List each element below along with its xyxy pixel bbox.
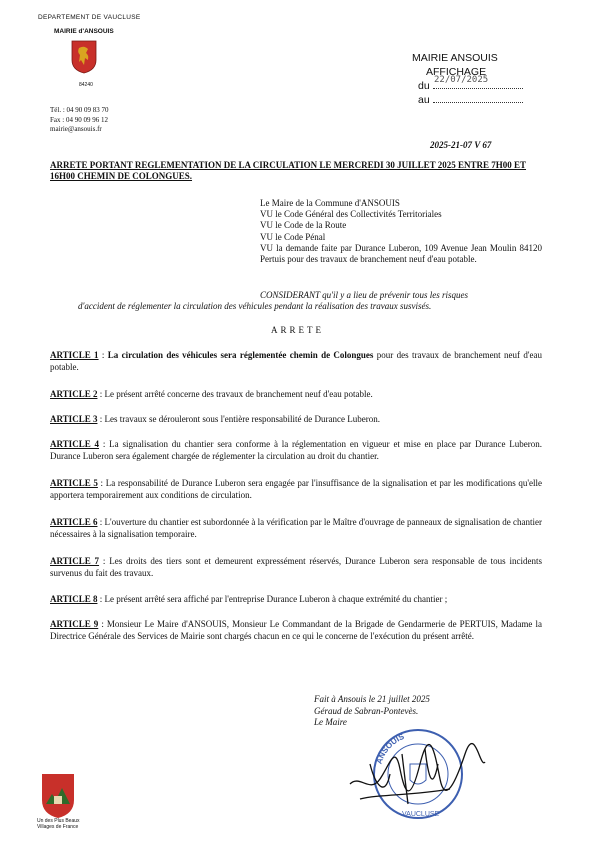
stamp-mairie: MAIRIE ANSOUIS [412,52,498,64]
article-label: ARTICLE 1 [50,350,99,360]
arrete-reference: 2025-21-07 V 67 [430,140,492,150]
article-5: ARTICLE 5 : La responsabilité de Durance Luberon sera engagée par l'insuffisance de la signalisation et par les modifications qu'elle apportera temporairement aux conditions de circulation. [50,478,542,500]
article-1: ARTICLE 1 : La circulation des véhicules sera réglementée chemin de Colongues pour des travaux de branchement neuf d'eau potable. [50,350,542,372]
visa-line: VU le Code Général des Collectivités Territoriales [260,209,442,220]
article-4: ARTICLE 4 : La signalisation du chantier sera conforme à la réglementation en vigueur et mise en place par Durance Luberon. Durance Luberon sera également chargée de réglementer la circulation au droit du chantier. [50,439,542,461]
stamp-au-dots [433,94,523,103]
department-name: DEPARTEMENT DE VAUCLUSE [38,14,141,21]
stamp-du-label: du [418,80,430,92]
visas-block [260,198,542,265]
article-bold-text: La circulation des véhicules sera réglementée chemin de Colongues [107,350,374,360]
stamp-au-label: au [418,94,430,106]
article-text: Le présent arrêté concerne des travaux de branchement neuf d'eau potable. [104,389,373,399]
article-text: Les droits des tiers sont et demeurent expressément réservés, Durance Luberon sera responsable de tous incidents survenus du fait des travaux. [50,556,542,578]
svg-text:VAUCLUSE: VAUCLUSE [402,811,440,818]
article-8: ARTICLE 8 : Le présent arrêté sera affiché par l'entreprise Durance Luberon à chaque extrémité du chantier ; [50,594,448,604]
considerant-rest: d'accident de réglementer la circulation des véhicules pendant la réalisation des travaux susvisés. [78,301,432,311]
considerant-paragraph [78,290,542,312]
postcode: 84240 [79,82,93,88]
article-3: ARTICLE 3 : Les travaux se dérouleront sous l'entière responsabilité de Durance Luberon. [50,414,380,424]
arrete-title: ARRETE PORTANT REGLEMENTATION DE LA CIRCULATION LE MERCREDI 30 JUILLET 2025 ENTRE 7H00 ET 16H00 CHEMIN DE COLONGUES. [50,160,527,181]
phone-number: Tél. : 04 90 09 83 70 [50,106,109,114]
article-text: La responsabilité de Durance Luberon sera engagée par l'insuffisance de la signalisation et par les modifications qu'elle apportera temporairement aux conditions de circulation. [50,478,542,500]
email-address: mairie@ansouis.fr [50,125,102,133]
stamp-du-value: 22/07/2025 [434,75,489,85]
article-label: ARTICLE 8 [50,594,98,604]
visa-line: VU la demande faite par Durance Luberon, 109 Avenue Jean Moulin 84120 Pertuis pour des travaux de branchement neuf d'eau potable. [260,242,542,265]
article-text: Monsieur Le Maire d'ANSOUIS, Monsieur Le Commandant de la Brigade de Gendarmerie de PERTUIS, Madame la Directrice Générale des Services de Mairie sont chargés chacun en ce qui le concerne de l'exécution du présent arrêté. [50,619,542,641]
handwritten-signature [350,744,485,804]
considerant-first-line: CONSIDERANT qu'il y a lieu de prévenir tous les risques [260,290,468,300]
plus-beaux-villages-logo-icon [36,770,80,820]
article-label: ARTICLE 4 [50,439,100,449]
signoff-place-date: Fait à Ansouis le 21 juillet 2025 [314,694,430,704]
svg-text:ANSOUIS: ANSOUIS [374,731,406,766]
stamp-au-row [418,94,523,106]
signoff-name: Géraud de Sabran-Pontevès. [314,705,419,716]
article-label: ARTICLE 9 [50,619,99,629]
article-label: ARTICLE 6 [50,517,98,527]
logo-caption: Un des Plus Beaux Villages de France [37,818,80,830]
article-text: pour des travaux de branchement neuf d'eau potable. [50,350,542,372]
article-9: ARTICLE 9 : Monsieur Le Maire d'ANSOUIS, Monsieur Le Commandant de la Brigade de Gendarmerie de PERTUIS, Madame la Directrice Générale des Services de Mairie sont chargés chacun en ce qui le concerne de l'exécution du présent arrêté. [50,619,542,641]
official-seal-icon [374,730,462,818]
article-label: ARTICLE 7 [50,556,100,566]
visa-line: Le Maire de la Commune d'ANSOUIS [260,198,400,208]
article-text: Les travaux se dérouleront sous l'entière responsabilité de Durance Luberon. [104,414,380,424]
visa-line: VU le Code de la Route [260,220,347,231]
article-label: ARTICLE 5 [50,478,98,488]
stamp-affichage: AFFICHAGE [426,66,487,78]
article-6: ARTICLE 6 : L'ouverture du chantier est subordonnée à la vérification par le Maître d'ouvrage de panneaux de signalisation de chantier nécessaires à la signalisation temporaire. [50,517,542,539]
article-text: L'ouverture du chantier est subordonnée à la vérification par le Maître d'ouvrage de panneaux de signalisation de chantier nécessaires à la signalisation temporaire. [50,517,542,539]
article-2: ARTICLE 2 : Le présent arrêté concerne des travaux de branchement neuf d'eau potable. [50,389,373,399]
article-label: ARTICLE 2 [50,389,98,399]
contact-block [50,106,109,135]
article-text: La signalisation du chantier sera conforme à la réglementation en vigueur et mise en place par Durance Luberon. Durance Luberon sera également chargée de réglementer la circulation au droit du chantier. [50,439,542,461]
fax-number: Fax : 04 90 09 96 12 [50,115,108,124]
article-text: Le présent arrêté sera affiché par l'entreprise Durance Luberon à chaque extrémité du chantier ; [104,594,448,604]
visa-line: VU le Code Pénal [260,231,326,242]
signature-and-seal [340,724,490,824]
town-crest-icon [71,40,97,74]
article-label: ARTICLE 3 [50,414,98,424]
arrete-heading: ARRETE [271,325,324,335]
signoff-role: Le Maire [314,717,347,727]
mairie-name: MAIRIE d'ANSOUIS [54,28,114,35]
article-7: ARTICLE 7 : Les droits des tiers sont et demeurent expressément réservés, Durance Luberon sera responsable de tous incidents survenus du fait des travaux. [50,556,542,578]
